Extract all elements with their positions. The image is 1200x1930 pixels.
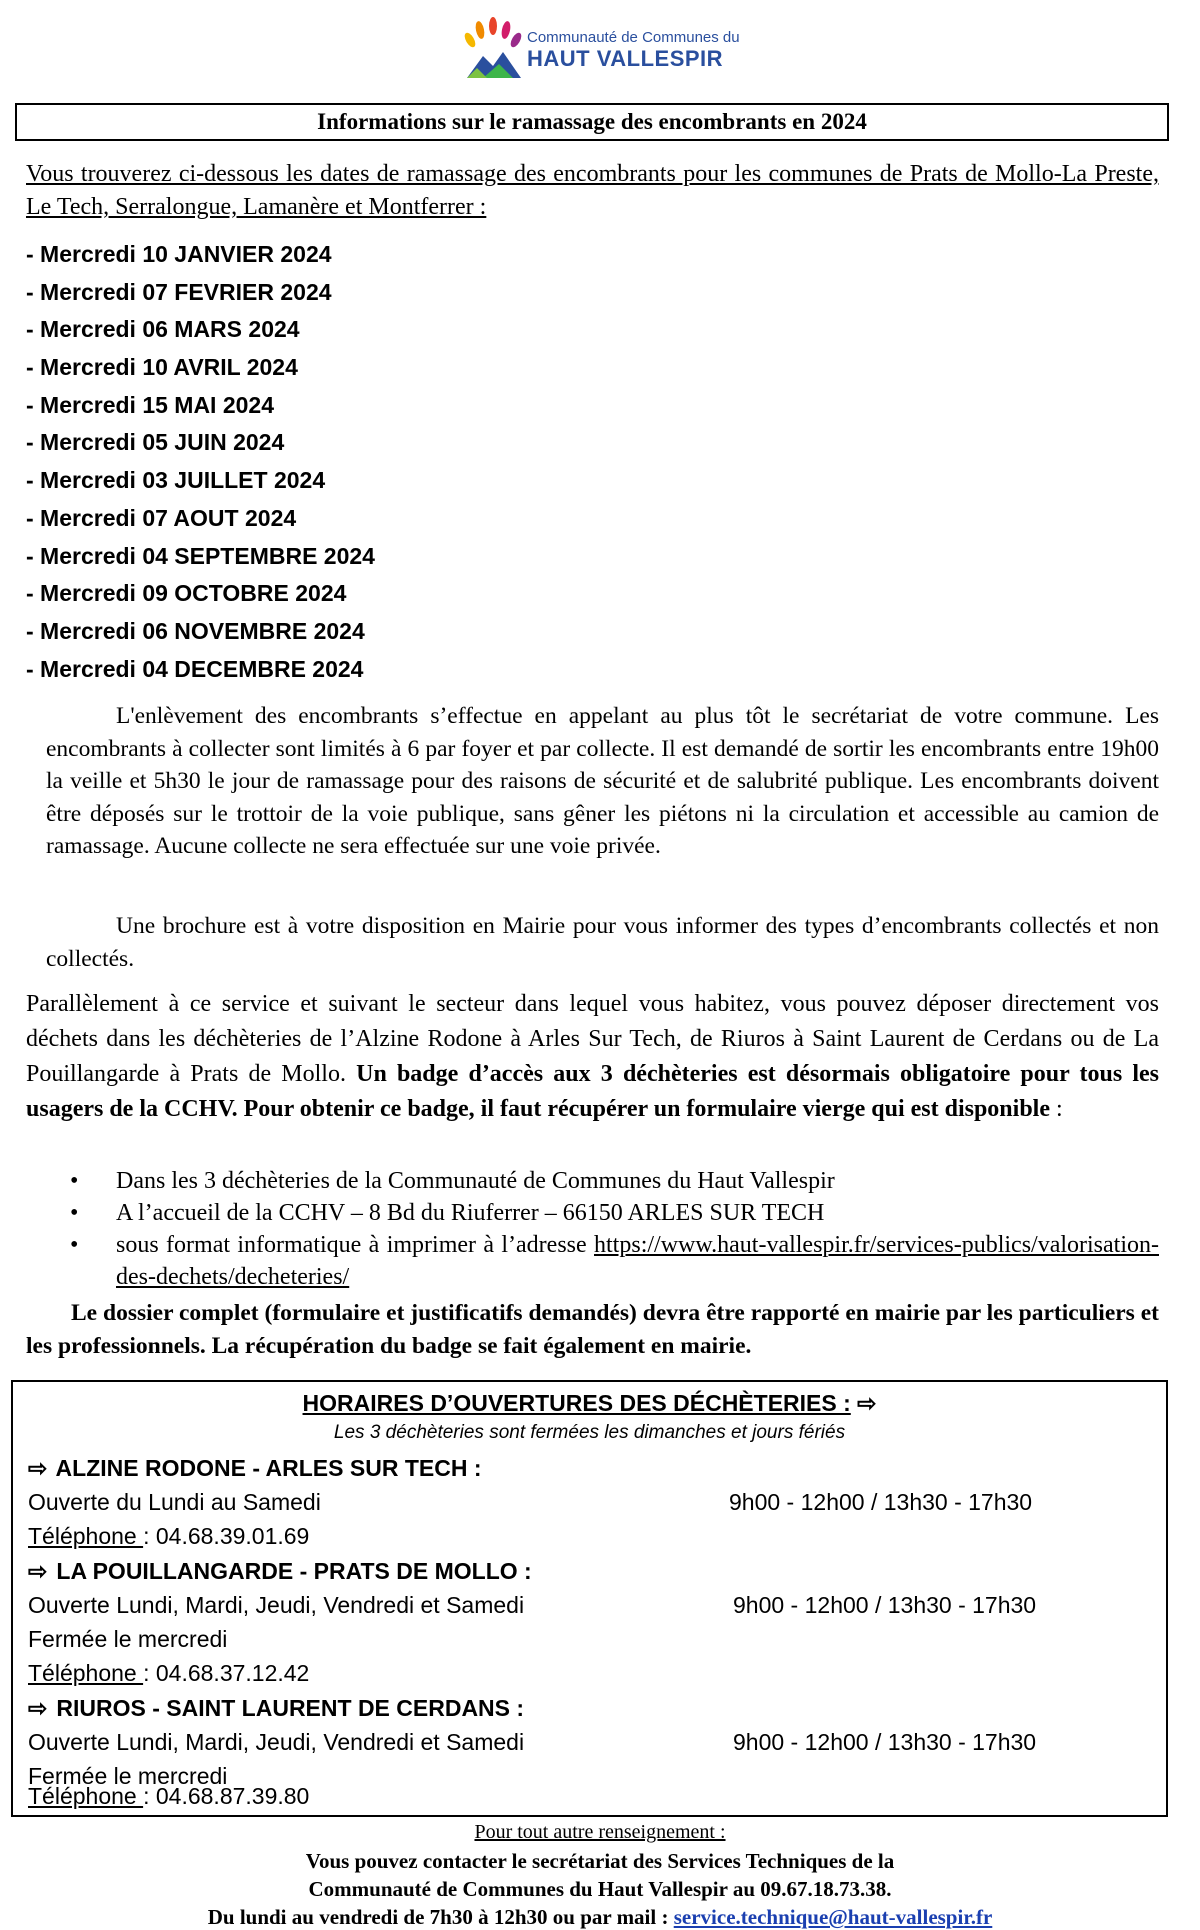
footer-heading: Pour tout autre renseignement :: [474, 1821, 726, 1843]
footer-contact-line2: Communauté de Communes du Haut Vallespir au 09.67.18.73.38.: [308, 1877, 892, 1901]
waste-centers-paragraph: [26, 987, 1159, 1127]
phone-number: : 04.68.87.39.80: [143, 1783, 310, 1809]
collection-dates-list: [26, 236, 626, 688]
phone-number: : 04.68.37.12.42: [143, 1660, 310, 1686]
bullet-text: Dans les 3 déchèteries de la Communauté de Communes du Haut Vallespir: [116, 1168, 835, 1194]
bullet-text: sous format informatique à imprimer à l’adresse: [116, 1232, 595, 1258]
date-item: - Mercredi 04 DECEMBRE 2024: [26, 655, 364, 682]
hours-title: [13, 1390, 1166, 1417]
site-hours: 9h00 - 12h00 / 13h30 - 17h30: [733, 1592, 1037, 1618]
site-name: RIUROS - SAINT LAURENT DE CERDANS :: [56, 1695, 525, 1721]
waste-centers-text: Parallèlement à ce service et suivant le secteur dans lequel vous habitez, vous pouvez déposer directement vos déchets dans les déchèteries de l’Alzine Rodone à Arles Sur Tech, de Riuros à Saint Laurent de Cerdans ou de La Pouillangarde à Prats de Mollo.: [26, 991, 1159, 1087]
phone-label: Téléphone: [28, 1660, 144, 1686]
logo-line2: HAUT VALLESPIR: [527, 46, 724, 71]
date-item: - Mercredi 03 JUILLET 2024: [26, 467, 326, 494]
bullet-icon: •: [70, 1168, 79, 1194]
date-item: - Mercredi 07 FEVRIER 2024: [26, 278, 332, 305]
site-hours: 9h00 - 12h00 / 13h30 - 17h30: [729, 1489, 1033, 1515]
hours-subtitle: Les 3 déchèteries sont fermées les dimanches et jours fériés: [333, 1422, 846, 1443]
site-riuros: [28, 1695, 524, 1722]
date-item: - Mercredi 07 AOUT 2024: [26, 504, 297, 531]
date-item: - Mercredi 09 OCTOBRE 2024: [26, 580, 347, 607]
phone-label: Téléphone: [28, 1783, 144, 1809]
date-item: - Mercredi 06 NOVEMBRE 2024: [26, 617, 365, 644]
date-item: - Mercredi 15 MAI 2024: [26, 391, 275, 418]
bullet-icon: •: [70, 1232, 79, 1258]
badge-notice: Un badge d’accès aux 3 déchèteries est désormais obligatoire pour tous les usagers de la CCHV. Pour obtenir ce badge, il faut récupérer un formulaire vierge qui est disponible: [26, 1061, 1159, 1122]
waste-centers-tail: :: [1049, 1096, 1063, 1122]
site-phone: [28, 1660, 309, 1687]
removal-instructions: L'enlèvement des encombrants s’effectue en appelant au plus tôt le secrétariat de votre commune. Les encombrants à collecter sont limités à 6 par foyer et par collecte. Il est demandé de sortir les encombrants entre 19h00 la veille et 5h30 le jour de ramassage pour des raisons de sécurité et de salubrité publique. Les encombrants doivent être déposés sur le trottoir de la voie publique, sans gêner les piétons ni la circulation et accessible au camion de ramassage. Aucune collecte ne sera effectuée sur une voie privée.: [46, 703, 1159, 859]
phone-number: : 04.68.39.01.69: [143, 1523, 310, 1549]
mountain-logo-icon: [463, 16, 525, 88]
footer-contact-line1: Vous pouvez contacter le secrétariat des Services Techniques de la: [305, 1849, 895, 1873]
footer-hours-text: Du lundi au vendredi de 7h30 à 12h30 ou par mail :: [207, 1905, 674, 1929]
site-open-days: Ouverte Lundi, Mardi, Jeudi, Vendredi et Samedi: [28, 1592, 525, 1618]
arrow-right-icon: ⇨: [857, 1390, 877, 1416]
list-item: [70, 1165, 1159, 1197]
arrow-right-icon: ⇨: [28, 1695, 48, 1721]
site-open-days: Ouverte Lundi, Mardi, Jeudi, Vendredi et Samedi: [28, 1729, 525, 1755]
intro-text: Vous trouverez ci-dessous les dates de ramassage des encombrants pour les communes de Prats de Mollo-La Preste, Le Tech, Serralongue, Lamanère et Montferrer :: [26, 161, 1159, 220]
site-alzine-rodone: [28, 1455, 481, 1482]
opening-hours-box: [11, 1380, 1168, 1817]
footer-contact-line3: [0, 1905, 1200, 1930]
date-item: - Mercredi 10 AVRIL 2024: [26, 354, 298, 381]
date-item: - Mercredi 10 JANVIER 2024: [26, 241, 332, 267]
form-availability-list: [70, 1165, 1159, 1293]
phone-label: Téléphone: [28, 1523, 144, 1549]
decheteries-link[interactable]: https://www.haut-vallespir.fr/services-publics/valorisation-des-dechets/decheteries/: [116, 1232, 1159, 1290]
site-name: ALZINE RODONE - ARLES SUR TECH :: [55, 1455, 482, 1481]
site-closed-day: Fermée le mercredi: [28, 1763, 228, 1789]
date-item: - Mercredi 06 MARS 2024: [26, 316, 300, 343]
date-item: - Mercredi 05 JUIN 2024: [26, 429, 285, 456]
site-pouillangarde: [28, 1558, 532, 1585]
site-phone: [28, 1783, 309, 1810]
cchv-logo: [463, 16, 740, 88]
site-open-days: Ouverte du Lundi au Samedi: [28, 1489, 321, 1515]
list-item: [70, 1197, 1159, 1229]
site-name: LA POUILLANGARDE - PRATS DE MOLLO :: [56, 1558, 532, 1584]
logo-line1: Communauté de Communes du: [527, 29, 740, 46]
email-link[interactable]: service.technique@haut-vallespir.fr: [673, 1905, 993, 1929]
hours-title-text: HORAIRES D’OUVERTURES DES DÉCHÈTERIES :: [302, 1390, 851, 1416]
bullet-text: A l’accueil de la CCHV – 8 Bd du Riuferrer – 66150 ARLES SUR TECH: [116, 1200, 825, 1226]
date-item: - Mercredi 04 SEPTEMBRE 2024: [26, 542, 375, 569]
bullet-icon: •: [70, 1200, 79, 1226]
site-hours: 9h00 - 12h00 / 13h30 - 17h30: [733, 1729, 1037, 1755]
site-phone: [28, 1523, 309, 1550]
brochure-note: Une brochure est à votre disposition en Mairie pour vous informer des types d’encombrants collectés et non collectés.: [46, 913, 1159, 972]
dossier-notice: Le dossier complet (formulaire et justificatifs demandés) devra être rapporté en mairie par les particuliers et les professionnels. La récupération du badge se fait également en mairie.: [26, 1300, 1159, 1359]
page-title: Informations sur le ramassage des encombrants en 2024: [15, 103, 1169, 141]
arrow-right-icon: ⇨: [28, 1455, 48, 1481]
site-closed-day: Fermée le mercredi: [28, 1626, 228, 1652]
list-item: [70, 1229, 1159, 1293]
arrow-right-icon: ⇨: [28, 1558, 48, 1584]
